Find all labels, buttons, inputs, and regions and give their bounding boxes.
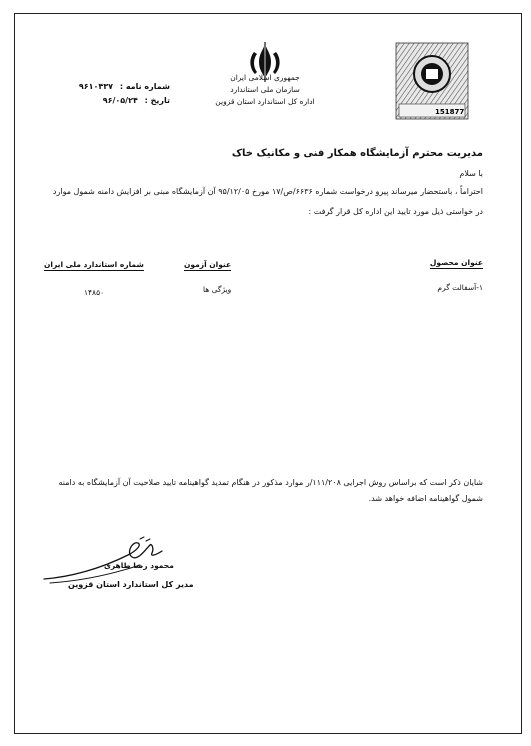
letter-number-label: شماره نامه :	[119, 82, 170, 91]
signatory-name: محمود رضا طاهری	[104, 561, 174, 570]
row-product: ۱-آسفالت گرم	[437, 283, 483, 292]
col-header-product: عنوان محصول	[429, 258, 483, 267]
col-header-test: عنوان آزمون	[184, 260, 232, 269]
letter-meta	[60, 80, 170, 108]
stamp-number: 151877	[435, 108, 465, 116]
salutation: با سلام	[459, 169, 483, 178]
letter-heading: مدیریت محترم آزمایشگاه همکار فنی و مکانیک خاک	[231, 148, 483, 159]
page-border	[14, 13, 522, 734]
organization-block	[200, 72, 330, 108]
col-header-standard: شماره استاندارد ملی ایران	[44, 260, 144, 269]
security-stamp-icon	[395, 42, 469, 120]
org-line-country: جمهوری اسلامی ایران	[230, 73, 300, 82]
row-test: ویژگی ها	[203, 285, 232, 294]
closing-note: شایان ذکر است که براساس روش اجرایی ۱۱۱/۲۰۸/ر موارد مذکور در هنگام تمدید گواهینامه تایید صلاحیت آن آزمایشگاه به دامنه شمول گواهینامه اضافه خواهد شد.	[58, 478, 483, 503]
letter-date-row	[60, 94, 170, 108]
letter-date-label: تاریخ :	[144, 96, 170, 105]
letter-number-value: ۹۶۱۰۴۳۷	[78, 82, 114, 91]
row-standard: ۱۴۸۵۰	[84, 288, 105, 297]
letter-date-value: ۹۶/۰۵/۲۴	[102, 96, 138, 105]
org-line-office: اداره کل استاندارد استان قزوین	[215, 97, 315, 106]
signatory-title: مدیر کل استاندارد استان قزوین	[68, 580, 194, 589]
org-line-organization: سازمان ملی استاندارد	[230, 85, 300, 94]
letter-paragraph: احتراماً ، باستحضار میرساند پیرو درخواست شماره ۶۶۳۶/ص/۱۷ مورخ ۹۵/۱۲/۰۵ آن آزمایشگاه مبنی بر افزایش دامنه شمول موارد در خواستی ذیل مورد تایید این اداره کل قرار گرفت :	[52, 187, 483, 216]
letter-number-row	[60, 80, 170, 94]
